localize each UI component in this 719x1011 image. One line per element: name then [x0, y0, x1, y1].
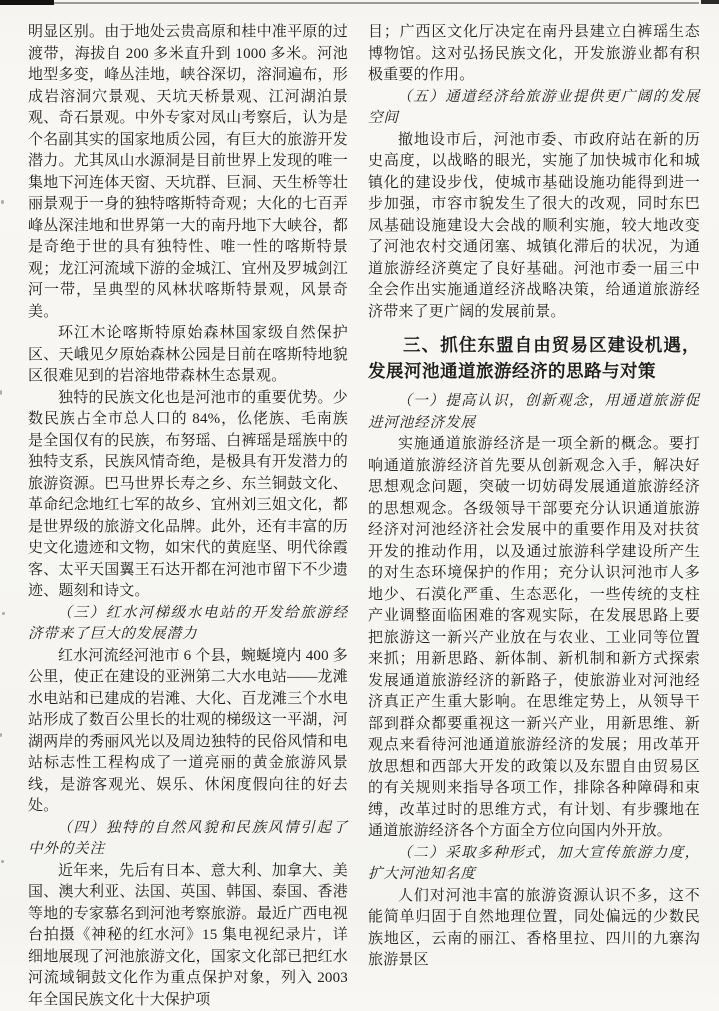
subsection-heading-4-attention: （四）独特的自然风貌和民族风情引起了中外的关注: [28, 818, 348, 861]
subsection-heading-2-publicity: （二）采取多种形式，加大宣传旅游力度，扩大河池知名度: [368, 843, 700, 886]
right-column: [368, 22, 700, 929]
paragraph-awareness-of-resources: 人们对河池丰富的旅游资源认识不多，这不能简单归固于自然地理位置，同处偏远的少数民族地区，云南的丽江、香格里拉、四川的九寨沟旅游景区: [368, 886, 700, 972]
left-column: [28, 22, 348, 929]
paragraph-new-concepts-reform: 实施通道旅游经济是一项全新的概念。要打响通道旅游经济首先要从创新观念入手，解决好思想观念问题，突破一切妨碍发展通道旅游经济的思想观念。各级领导干部要充分认识通道旅游经济对河池经济社会发展中的重要作用及对扶贫开发的推动作用，以及通过旅游科学建设所产生的对生态环境保护的作用；充分认识河池市人多地少、石漠化严重、生态恶化，一些传统的支柱产业调整面临困难的客观实际，在发展思路上要把旅游这一新兴产业放在与农业、工业同等位置来抓；用新思路、新体制、新机制和新方式探索发展通道旅游经济的新路子，使旅游业对河池经济真正产生重大影响。在思维定势上，从领导干部到群众都要重视这一新兴产业，用新思维、新观点来看待河池通道旅游经济的发展；用改革开放思想和西部大开发的政策以及东盟自由贸易区的有关规则来指导各项工作，排除各种障碍和束缚，改革过时的思维方式，有计划、有步骤地在通道旅游经济各个方面全方位向国内外开放。: [368, 434, 700, 843]
section-heading-3-asean-opportunity: 三、抓住东盟自由贸易区建设机遇，发展河池通道旅游经济的思路与对策: [368, 332, 700, 384]
subsection-heading-3-hydropower: （三）红水河梯级水电站的开发给旅游经济带来了巨大的发展潜力: [28, 603, 348, 646]
paragraph-international-attention: 近年来，先后有日本、意大利、加拿大、美国、澳大利亚、法国、英国、韩国、泰国、香港等地的专家慕名到河池考察旅游。最近广西电视台拍摄《神秘的红水河》15 集电视纪录片，详细地展现了河池旅游文化，国家文化部已把红水河流域铜鼓文化作为重点保护对象，列入 2003 年全国民族文化十大保护项: [28, 861, 348, 1011]
subsection-heading-5-corridor-economy: （五）通道经济给旅游业提供更广阔的发展空间: [368, 87, 700, 130]
paragraph-ethnic-culture: 独特的民族文化也是河池市的重要优势。少数民族占全市总人口的 84%，仫佬族、毛南族是全国仅有的民族，布努瑶、白裤瑶是瑶族中的独特支系，民族风情奇绝，是极具有开发潜力的旅游资源。巴马世界长寿之乡、东兰铜鼓文化、革命纪念地红七军的故乡、宜州刘三姐文化，都是世界级的旅游文化品牌。此外，还有丰富的历史文化遗迹和文物，如宋代的黄庭坚、明代徐霞客、太平天国翼王石达开都在河池市留下不少遗迹、题刻和诗文。: [28, 388, 348, 603]
paragraph-urbanization-foundation: 撤地设市后，河池市委、市政府站在新的历史高度，以战略的眼光，实施了加快城市化和城镇化的建设步伐，使城市基础设施功能得到进一步加强，市容市貌发生了很大的改观，同时东巴凤基础设施建设大会战的顺利实施，较大地改变了河池农村交通闭塞、城镇化滞后的状况，为通道旅游经济奠定了良好基础。河池市委一届三中全会作出实施通道经济战略决策，给通道旅游经济带来了更广阔的发展前景。: [368, 130, 700, 324]
paragraph-protection-projects-continuation: 目；广西区文化厅决定在南丹县建立白裤瑶生态博物馆。这对弘扬民族文化，开发旅游业都有积极重要的作用。: [368, 22, 700, 87]
paragraph-hongshui-river-hydropower: 红水河流经河池市 6 个县，蜿蜒境内 400 多公里，使正在建设的亚洲第二大水电站——龙滩水电站和已建成的岩滩、大化、百龙滩三个水电站形成了数百公里长的壮观的梯级这一平湖，河湖两岸的秀丽风光以及周边独特的民俗风情和电站标志性工程构成了一道亮丽的黄金旅游风景线，是游客观光、娱乐、休闲度假向往的好去处。: [28, 646, 348, 818]
subsection-heading-1-raise-awareness: （一）提高认识，创新观念，用通道旅游促进河池经济发展: [368, 391, 700, 434]
paragraph-forest-reserves: 环江木论喀斯特原始森林国家级自然保护区、天峨见夕原始森林公园是目前在喀斯特地貌区很难见到的岩溶地带森林生态景观。: [28, 323, 348, 388]
paragraph-karst-landscape-continuation: 明显区别。由于地处云贵高原和桂中准平原的过渡带，海拔自 200 多米直升到 1000 多米。河池地型多变，峰丛洼地，峡谷深切，溶洞遍布，形成岩溶洞穴景观、天坑天桥景观、江河湖泊景观、奇石景观。中外专家对凤山考察后，认为是个名副其实的国家地质公园，有巨大的旅游开发潜力。尤其凤山水源洞是目前世界上发现的唯一集地下河连体天窗、天坑群、巨洞、天生桥等壮丽景观于一身的独特喀斯特奇观；大化的七百弄峰丛深洼地和世界第一大的南丹地下大峡谷，都是奇绝于世的具有独特性、唯一性的喀斯特景观；龙江河流域下游的金城江、宜州及罗城剑江河一带，呈典型的风林状喀斯特景观，风景奇美。: [28, 22, 348, 323]
